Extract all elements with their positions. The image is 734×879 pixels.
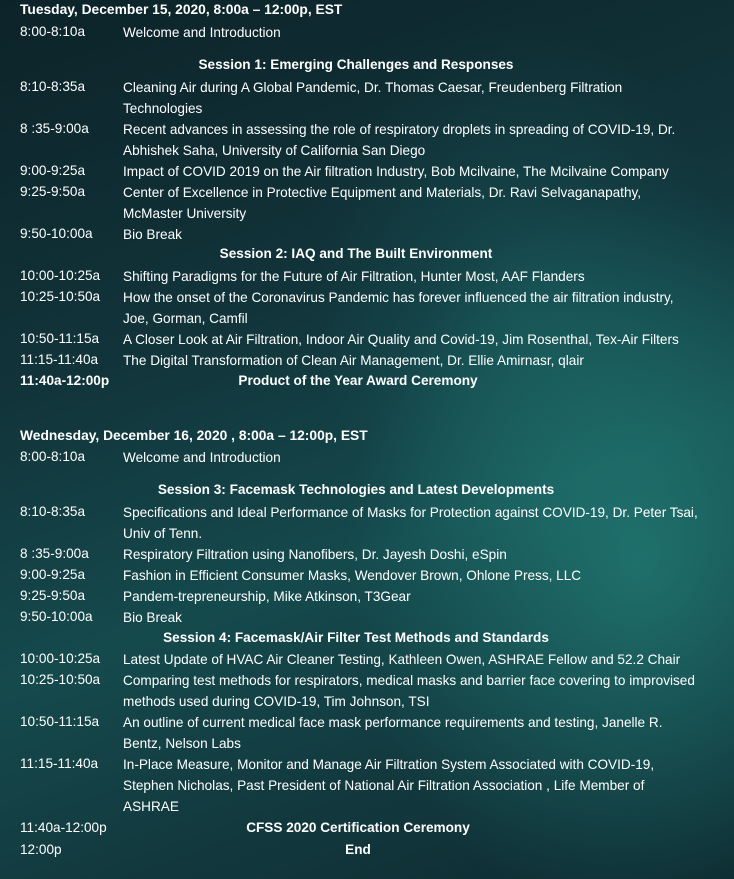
agenda-description: Recent advances in assessing the role of respiratory droplets in spreading of COVID-19, Dr. Abhishek Saha, University of California San Diego bbox=[123, 122, 676, 158]
agenda-time: 10:50-11:15a bbox=[20, 331, 100, 346]
agenda-description: Cleaning Air during A Global Pandemic, Dr. Thomas Caesar, Freudenberg Filtration Technologies bbox=[123, 80, 623, 116]
agenda-description: Welcome and Introduction bbox=[123, 25, 281, 40]
agenda-description: Respiratory Filtration using Nanofibers, Dr. Jayesh Doshi, eSpin bbox=[123, 547, 507, 562]
agenda-description: Impact of COVID 2019 on the Air filtration Industry, Bob Mcilvaine, The Mcilvaine Company bbox=[123, 164, 669, 179]
agenda-time: 8:00-8:10a bbox=[20, 24, 86, 39]
certification-ceremony: CFSS 2020 Certification Ceremony bbox=[246, 820, 470, 835]
agenda-description: Pandem-trepreneurship, Mike Atkinson, T3Gear bbox=[123, 589, 411, 604]
agenda-time: 8 :35-9:00a bbox=[20, 121, 89, 136]
agenda-time: 11:40a-12:00p bbox=[20, 820, 107, 835]
agenda-time: 9:00-9:25a bbox=[20, 567, 86, 582]
agenda-time: 11:40a-12:00p bbox=[20, 373, 110, 388]
agenda-description: Comparing test methods for respirators, medical masks and barrier face covering to improvised methods used during COVID-19, Tim Johnson, TSI bbox=[123, 673, 695, 709]
agenda-description: In-Place Measure, Monitor and Manage Air Filtration System Associated with COVID-19, Stephen Nicholas, Past President of National Air Filtration Association , Life Member of ASHRAE bbox=[123, 757, 655, 814]
agenda-time: 9:25-9:50a bbox=[20, 588, 86, 603]
agenda-time: 12:00p bbox=[20, 842, 62, 857]
agenda-time: 8:10-8:35a bbox=[20, 79, 86, 94]
session3-title: Session 3: Facemask Technologies and Latest Developments bbox=[157, 482, 555, 497]
agenda-time: 8:10-8:35a bbox=[20, 504, 86, 519]
agenda-time: 10:50-11:15a bbox=[20, 714, 100, 729]
agenda-time: 10:25-10:50a bbox=[20, 289, 101, 304]
agenda-description: Latest Update of HVAC Air Cleaner Testing, Kathleen Owen, ASHRAE Fellow and 52.2 Chair bbox=[123, 652, 681, 667]
day2-heading: Wednesday, December 16, 2020 , 8:00a – 12:00p, EST bbox=[20, 428, 368, 443]
agenda-time: 9:00-9:25a bbox=[20, 163, 86, 178]
agenda-end: End bbox=[345, 842, 371, 857]
session4-title: Session 4: Facemask/Air Filter Test Methods and Standards bbox=[163, 630, 549, 645]
agenda-description: Center of Excellence in Protective Equipment and Materials, Dr. Ravi Selvaganapathy, McMaster University bbox=[123, 185, 642, 221]
agenda-time: 9:50-10:00a bbox=[20, 226, 93, 241]
award-ceremony: Product of the Year Award Ceremony bbox=[238, 373, 478, 388]
agenda-description: Welcome and Introduction bbox=[123, 450, 281, 465]
agenda-time: 10:00-10:25a bbox=[20, 268, 101, 283]
session1-title: Session 1: Emerging Challenges and Responses bbox=[198, 57, 514, 72]
agenda-time: 11:15-11:40a bbox=[20, 756, 99, 771]
agenda-description: Bio Break bbox=[123, 227, 182, 242]
session2-title: Session 2: IAQ and The Built Environment bbox=[219, 246, 493, 261]
agenda-description: Shifting Paradigms for the Future of Air Filtration, Hunter Most, AAF Flanders bbox=[123, 269, 585, 284]
agenda-time: 8 :35-9:00a bbox=[20, 546, 89, 561]
agenda-description: A Closer Look at Air Filtration, Indoor Air Quality and Covid-19, Jim Rosenthal, Tex-Air Filters bbox=[123, 332, 679, 347]
agenda-time: 10:25-10:50a bbox=[20, 672, 101, 687]
agenda-time: 8:00-8:10a bbox=[20, 449, 86, 464]
agenda-time: 10:00-10:25a bbox=[20, 651, 101, 666]
agenda-description: The Digital Transformation of Clean Air Management, Dr. Ellie Amirnasr, qlair bbox=[123, 353, 584, 368]
agenda-time: 11:15-11:40a bbox=[20, 352, 99, 367]
day1-heading: Tuesday, December 15, 2020, 8:00a – 12:00p, EST bbox=[20, 2, 343, 17]
agenda-description: Specifications and Ideal Performance of Masks for Protection against COVID-19, Dr. Peter Tsai, Univ of Tenn. bbox=[123, 505, 698, 541]
agenda-time: 9:50-10:00a bbox=[20, 609, 93, 624]
agenda-description: An outline of current medical face mask performance requirements and testing, Janelle R. Bentz, Nelson Labs bbox=[123, 715, 663, 751]
agenda-description: Bio Break bbox=[123, 610, 182, 625]
agenda-description: Fashion in Efficient Consumer Masks, Wendover Brown, Ohlone Press, LLC bbox=[123, 568, 582, 583]
agenda-description: How the onset of the Coronavirus Pandemic has forever influenced the air filtration industry, Joe, Gorman, Camfil bbox=[123, 290, 674, 326]
agenda-time: 9:25-9:50a bbox=[20, 184, 86, 199]
